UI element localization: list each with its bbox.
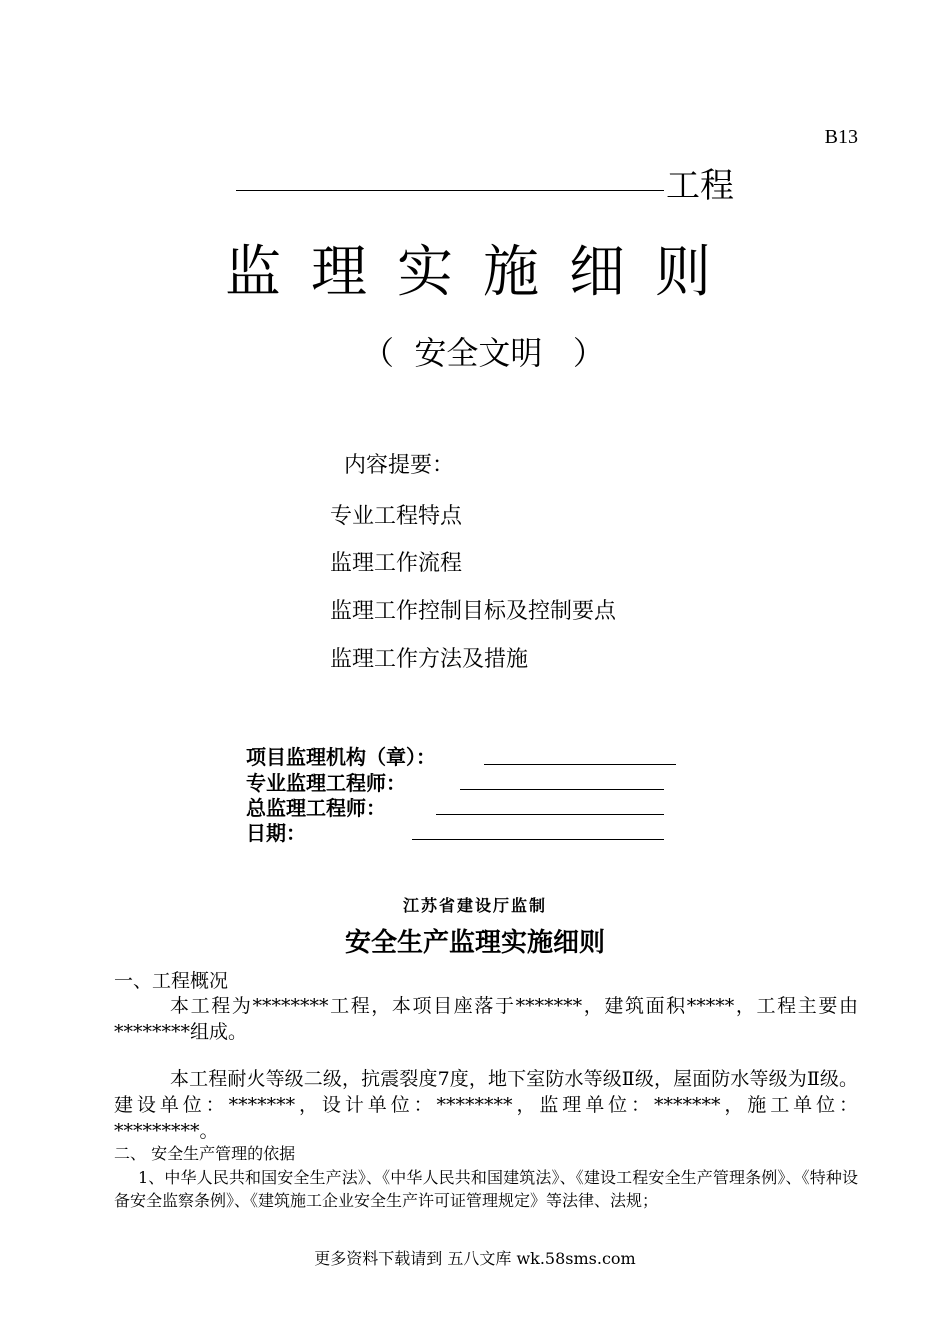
signature-date-label: 日期： (246, 821, 306, 845)
summary-item: 专业工程特点 (330, 504, 463, 529)
project-suffix: 工程 (666, 166, 734, 206)
project-title-line (236, 158, 736, 206)
project-name-blank (236, 190, 664, 191)
paragraph-overview: 本工程为********工程，本项目座落于*******，建筑面积*****，工程主要由********组成。 (114, 995, 858, 1043)
paragraph-details: 本工程耐火等级二级，抗震裂度7度，地下室防水等级Ⅱ级，屋面防水等级为Ⅱ级。建设单位：*******，设计单位：********，监理单位：*******，施工单位：*********。 (114, 1068, 858, 1142)
summary-item: 监理工作控制目标及控制要点 (330, 599, 617, 624)
sub-title: （ 安全文明 ） (362, 334, 605, 372)
summary-heading: 内容提要： (344, 453, 455, 478)
footer-note: 更多资料下载请到 五八文库 wk.58sms.com (314, 1249, 636, 1268)
section-title: 安全生产监理实施细则 (344, 928, 605, 958)
summary-item: 监理工作方法及措施 (330, 647, 529, 672)
main-title: 监理实施细则 (225, 240, 741, 305)
signature-date-line (412, 839, 664, 840)
signature-org-label: 项目监理机构（章）： (246, 745, 436, 769)
signature-specialist-label: 专业监理工程师： (246, 771, 406, 795)
section-heading-overview: 一、工程概况 (114, 970, 229, 992)
document-code: B13 (824, 126, 858, 148)
signature-specialist-line (460, 789, 664, 790)
signature-chief-label: 总监理工程师： (246, 796, 386, 820)
signature-chief-line (436, 814, 664, 815)
issuing-authority: 江苏省建设厅监制 (402, 896, 547, 915)
section-heading-basis: 二、 安全生产管理的依据 (114, 1144, 296, 1163)
paragraph-basis: 1、中华人民共和国安全生产法》、《中华人民共和国建筑法》、《建设工程安全生产管理条例》、《特种设备安全监察条例》、《建筑施工企业安全生产许可证管理规定》等法律、法规； (114, 1168, 858, 1210)
signature-org-line (484, 764, 676, 765)
summary-item: 监理工作流程 (330, 551, 463, 576)
